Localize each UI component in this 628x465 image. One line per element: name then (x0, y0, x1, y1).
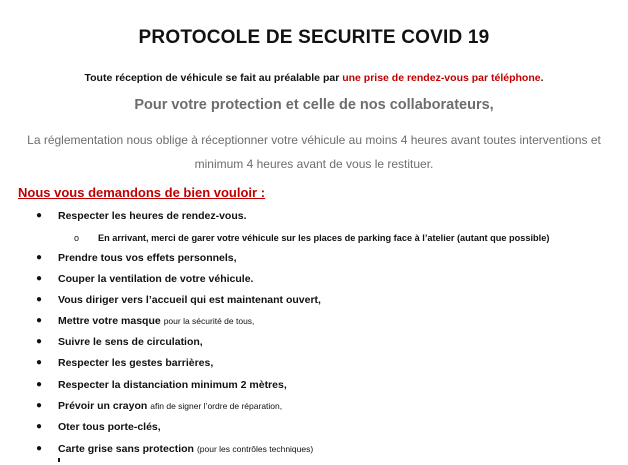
request-heading: Nous vous demandons de bien vouloir : (18, 185, 266, 200)
list-item-label: Couper la ventilation de votre véhicule. (58, 273, 254, 285)
list-item-label: Mettre votre masque (58, 315, 161, 327)
text-cursor-mark (58, 458, 60, 462)
bullet-icon: ● (36, 210, 43, 221)
list-item-note: pour la sécurité de tous, (163, 316, 255, 326)
bullet-icon: ● (36, 357, 43, 368)
sub-bullet-icon: o (74, 233, 80, 243)
list-item-label: Prendre tous vos effets personnels, (58, 252, 237, 264)
bullet-icon: ● (36, 294, 43, 305)
list-subitem-label: En arrivant, merci de garer votre véhicule sur les places de parking face à l’atelier (autant que possible) (98, 233, 550, 243)
list-item-note: (pour les contrôles techniques) (196, 444, 314, 454)
list-item-label: Respecter les heures de rendez-vous. (58, 210, 247, 222)
bullet-icon: ● (36, 252, 43, 263)
list-item-content (58, 313, 254, 329)
bullet-icon: ● (36, 400, 43, 411)
protection-line: Pour votre protection et celle de nos collaborateurs, (134, 97, 494, 113)
bullet-icon: ● (36, 336, 43, 347)
bullet-icon: ● (36, 421, 43, 432)
bullet-icon: ● (36, 379, 43, 390)
appointment-notice-text: Toute réception de véhicule se fait au préalable par (84, 72, 343, 84)
bullet-icon: ● (36, 443, 43, 454)
list-item-label: Suivre le sens de circulation, (58, 336, 203, 348)
list-item-label: Respecter la distanciation minimum 2 mètres, (58, 379, 287, 391)
page-title: PROTOCOLE DE SECURITE COVID 19 (138, 27, 490, 48)
bullet-icon: ● (36, 273, 43, 284)
list-item-label: Oter tous porte-clés, (58, 421, 161, 433)
appointment-notice-highlight: une prise de rendez-vous par téléphone (342, 72, 541, 84)
list-item-content (58, 441, 313, 457)
list-item-note: afin de signer l’ordre de réparation, (150, 401, 283, 411)
list-item-label: Carte grise sans protection (58, 443, 194, 455)
appointment-notice-end: . (540, 72, 544, 84)
list-item-label: Respecter les gestes barrières, (58, 357, 214, 369)
list-item-label: Vous diriger vers l’accueil qui est maintenant ouvert, (58, 294, 321, 306)
list-item-content (58, 398, 282, 414)
bullet-icon: ● (36, 315, 43, 326)
regulation-paragraph: La réglementation nous oblige à réceptionner votre véhicule au moins 4 heures avant toutes interventions et minimum 4 heures avant de vous le restituer. (27, 133, 601, 171)
list-item-label: Prévoir un crayon (58, 400, 148, 412)
